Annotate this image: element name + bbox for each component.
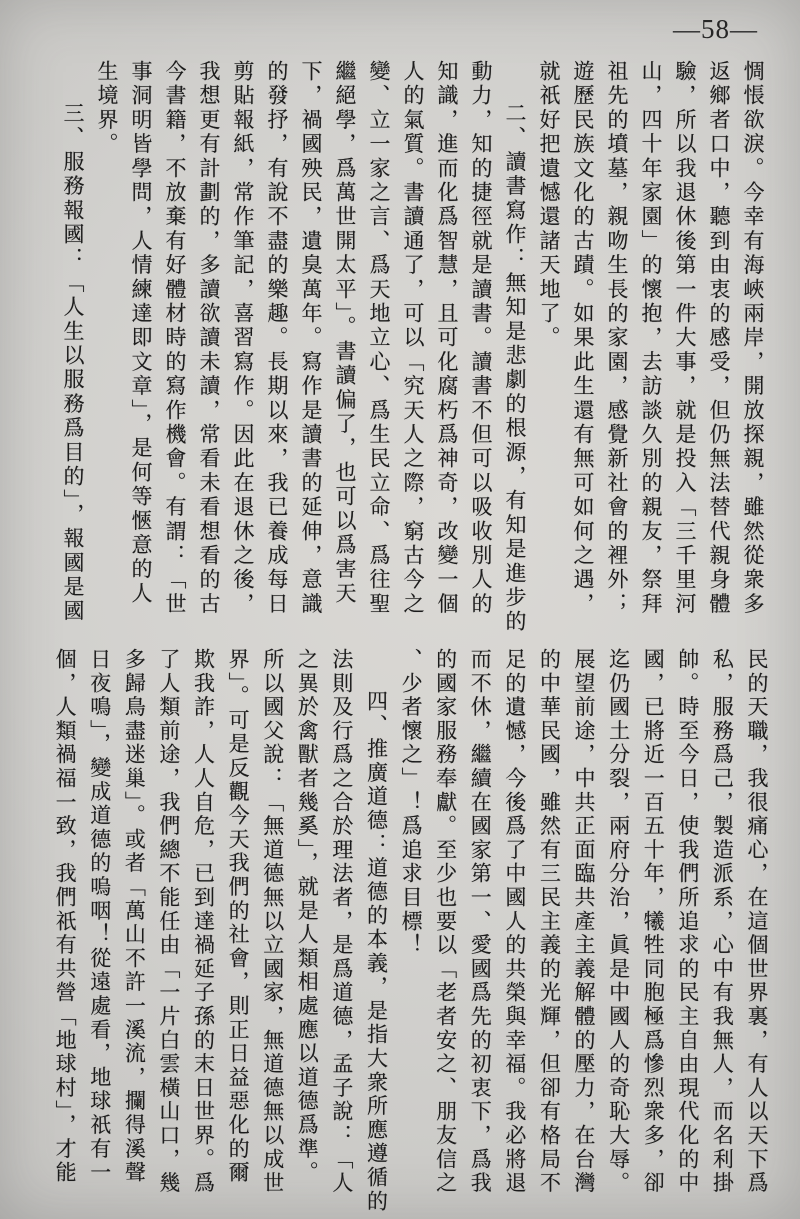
text-column: 動力，知的捷徑就是讀書。讀書不但可以吸收別人的 [469, 60, 493, 617]
text-column: 三、服務報國：「人生以服務爲目的」，報國是國 [61, 102, 85, 624]
text-column: 日夜鳴」，變成道德的嗚咽！從遠處看，地球祇有一 [87, 648, 112, 1185]
text-block-top [54, 60, 770, 635]
text-column: 的國家服務奉獻。至少也要以「老者安之、朋友信之 [433, 648, 458, 1196]
text-column: 遊歷民族文化的古蹟。如果此生還有無可如何之遇， [571, 60, 595, 617]
text-column: 私，服務爲己，製造派系，心中有我無人，而名利掛 [710, 648, 735, 1196]
text-block-bottom [46, 648, 774, 1214]
text-column: 繼絕學，爲萬世開太平」。書讀偏了，也可以爲害天 [333, 60, 357, 607]
text-column: 人的氣質。書讀通了，可以「究天人之際，窮古今之 [401, 60, 425, 617]
text-column: 個，人類禍福一致，我們祇有共營「地球村」，才能 [53, 648, 78, 1185]
text-column: 了人類前途，我們總不能任由「一片白雲橫山口，幾 [156, 648, 181, 1196]
text-column: 帥。時至今日，使我們所追求的民主自由現代化的中 [675, 648, 700, 1196]
text-column: 、少者懷之」！爲追求目標！ [399, 648, 424, 958]
text-column: 界」。可是反觀今天我們的社會，則正日益惡化的爾 [226, 648, 251, 1185]
text-column: 法則及行爲之合於理法者，是爲道德，孟子說：「人 [329, 648, 354, 1196]
text-column: 所以國父說：「無道德無以立國家，無道德無以成世 [260, 648, 285, 1196]
text-column: 山，四十年家園」的懷抱，去訪談久別的親友，祭拜 [639, 60, 663, 617]
page-number: —58— [673, 14, 758, 44]
text-column: 惆悵欲淚。今幸有海峽兩岸，開放探親，雖然從衆多 [741, 60, 765, 617]
text-column: 我想更有計劃的，多讀欲讀未讀，常看未看想看的古 [197, 60, 221, 617]
text-column: 國，已將近一百五十年，犧牲同胞極爲慘烈衆多，卻 [641, 648, 666, 1196]
text-column: 事洞明皆學問，人情練達即文章」，是何等愜意的人 [129, 60, 153, 607]
text-column: 多歸鳥盡迷巢」。或者「萬山不許一溪流，攔得溪聲 [122, 648, 147, 1185]
text-column: 而不休，繼續在國家第一、愛國爲先的初衷下，爲我 [468, 648, 493, 1196]
text-column: 今書籍，不放棄有好體材時的寫作機會。有謂：「世 [163, 60, 187, 617]
text-column: 民的天職，我很痛心，在這個世界裏，有人以天下爲 [745, 648, 769, 1196]
text-column: 的中華民國，雖然有三民主義的光輝，但卻有格局不 [537, 648, 562, 1196]
text-column: 迄仍國土分裂，兩府分治，眞是中國人的奇恥大辱。 [606, 648, 631, 1196]
text-column: 返鄉者口中，聽到由衷的感受，但仍無法替代親身體 [707, 60, 731, 617]
text-column: 二、讀書寫作：無知是悲劇的根源，有知是進步的 [503, 102, 527, 635]
text-column: 展望前途，中共正面臨共產主義解體的壓力，在台灣 [572, 648, 597, 1196]
text-column: 之異於禽獸者幾奚」，就是人類相處應以道德爲準。 [295, 648, 320, 1185]
text-column: 的發抒，有說不盡的樂趣。長期以來，我已養成每日 [265, 60, 289, 617]
text-column: 驗，所以我退休後第一件大事，就是投入「三千里河 [673, 60, 697, 617]
text-column: 變、立一家之言、爲天地立心、爲生民立命、爲往聖 [367, 60, 391, 617]
text-column: 欺我詐，人人自危，已到達禍延子孫的末日世界。爲 [191, 648, 216, 1196]
text-column: 祖先的墳墓，親吻生長的家園，感覺新社會的裡外； [605, 60, 629, 617]
text-column: 下，禍國殃民，遺臭萬年。寫作是讀書的延伸，意識 [299, 60, 323, 617]
text-column: 剪貼報紙，常作筆記，喜習寫作。因此在退休之後， [231, 60, 255, 617]
text-column: 知識，進而化爲智慧，且可化腐朽爲神奇，改變一個 [435, 60, 459, 617]
text-column: 四、推廣道德：道德的本義，是指大衆所應遵循的 [364, 690, 389, 1214]
text-column: 生境界。 [95, 60, 119, 157]
text-column: 就祇好把遺憾還諸天地了。 [537, 60, 561, 351]
text-column: 足的遺憾，今後爲了中國人的共榮與幸福。我必將退 [502, 648, 527, 1196]
